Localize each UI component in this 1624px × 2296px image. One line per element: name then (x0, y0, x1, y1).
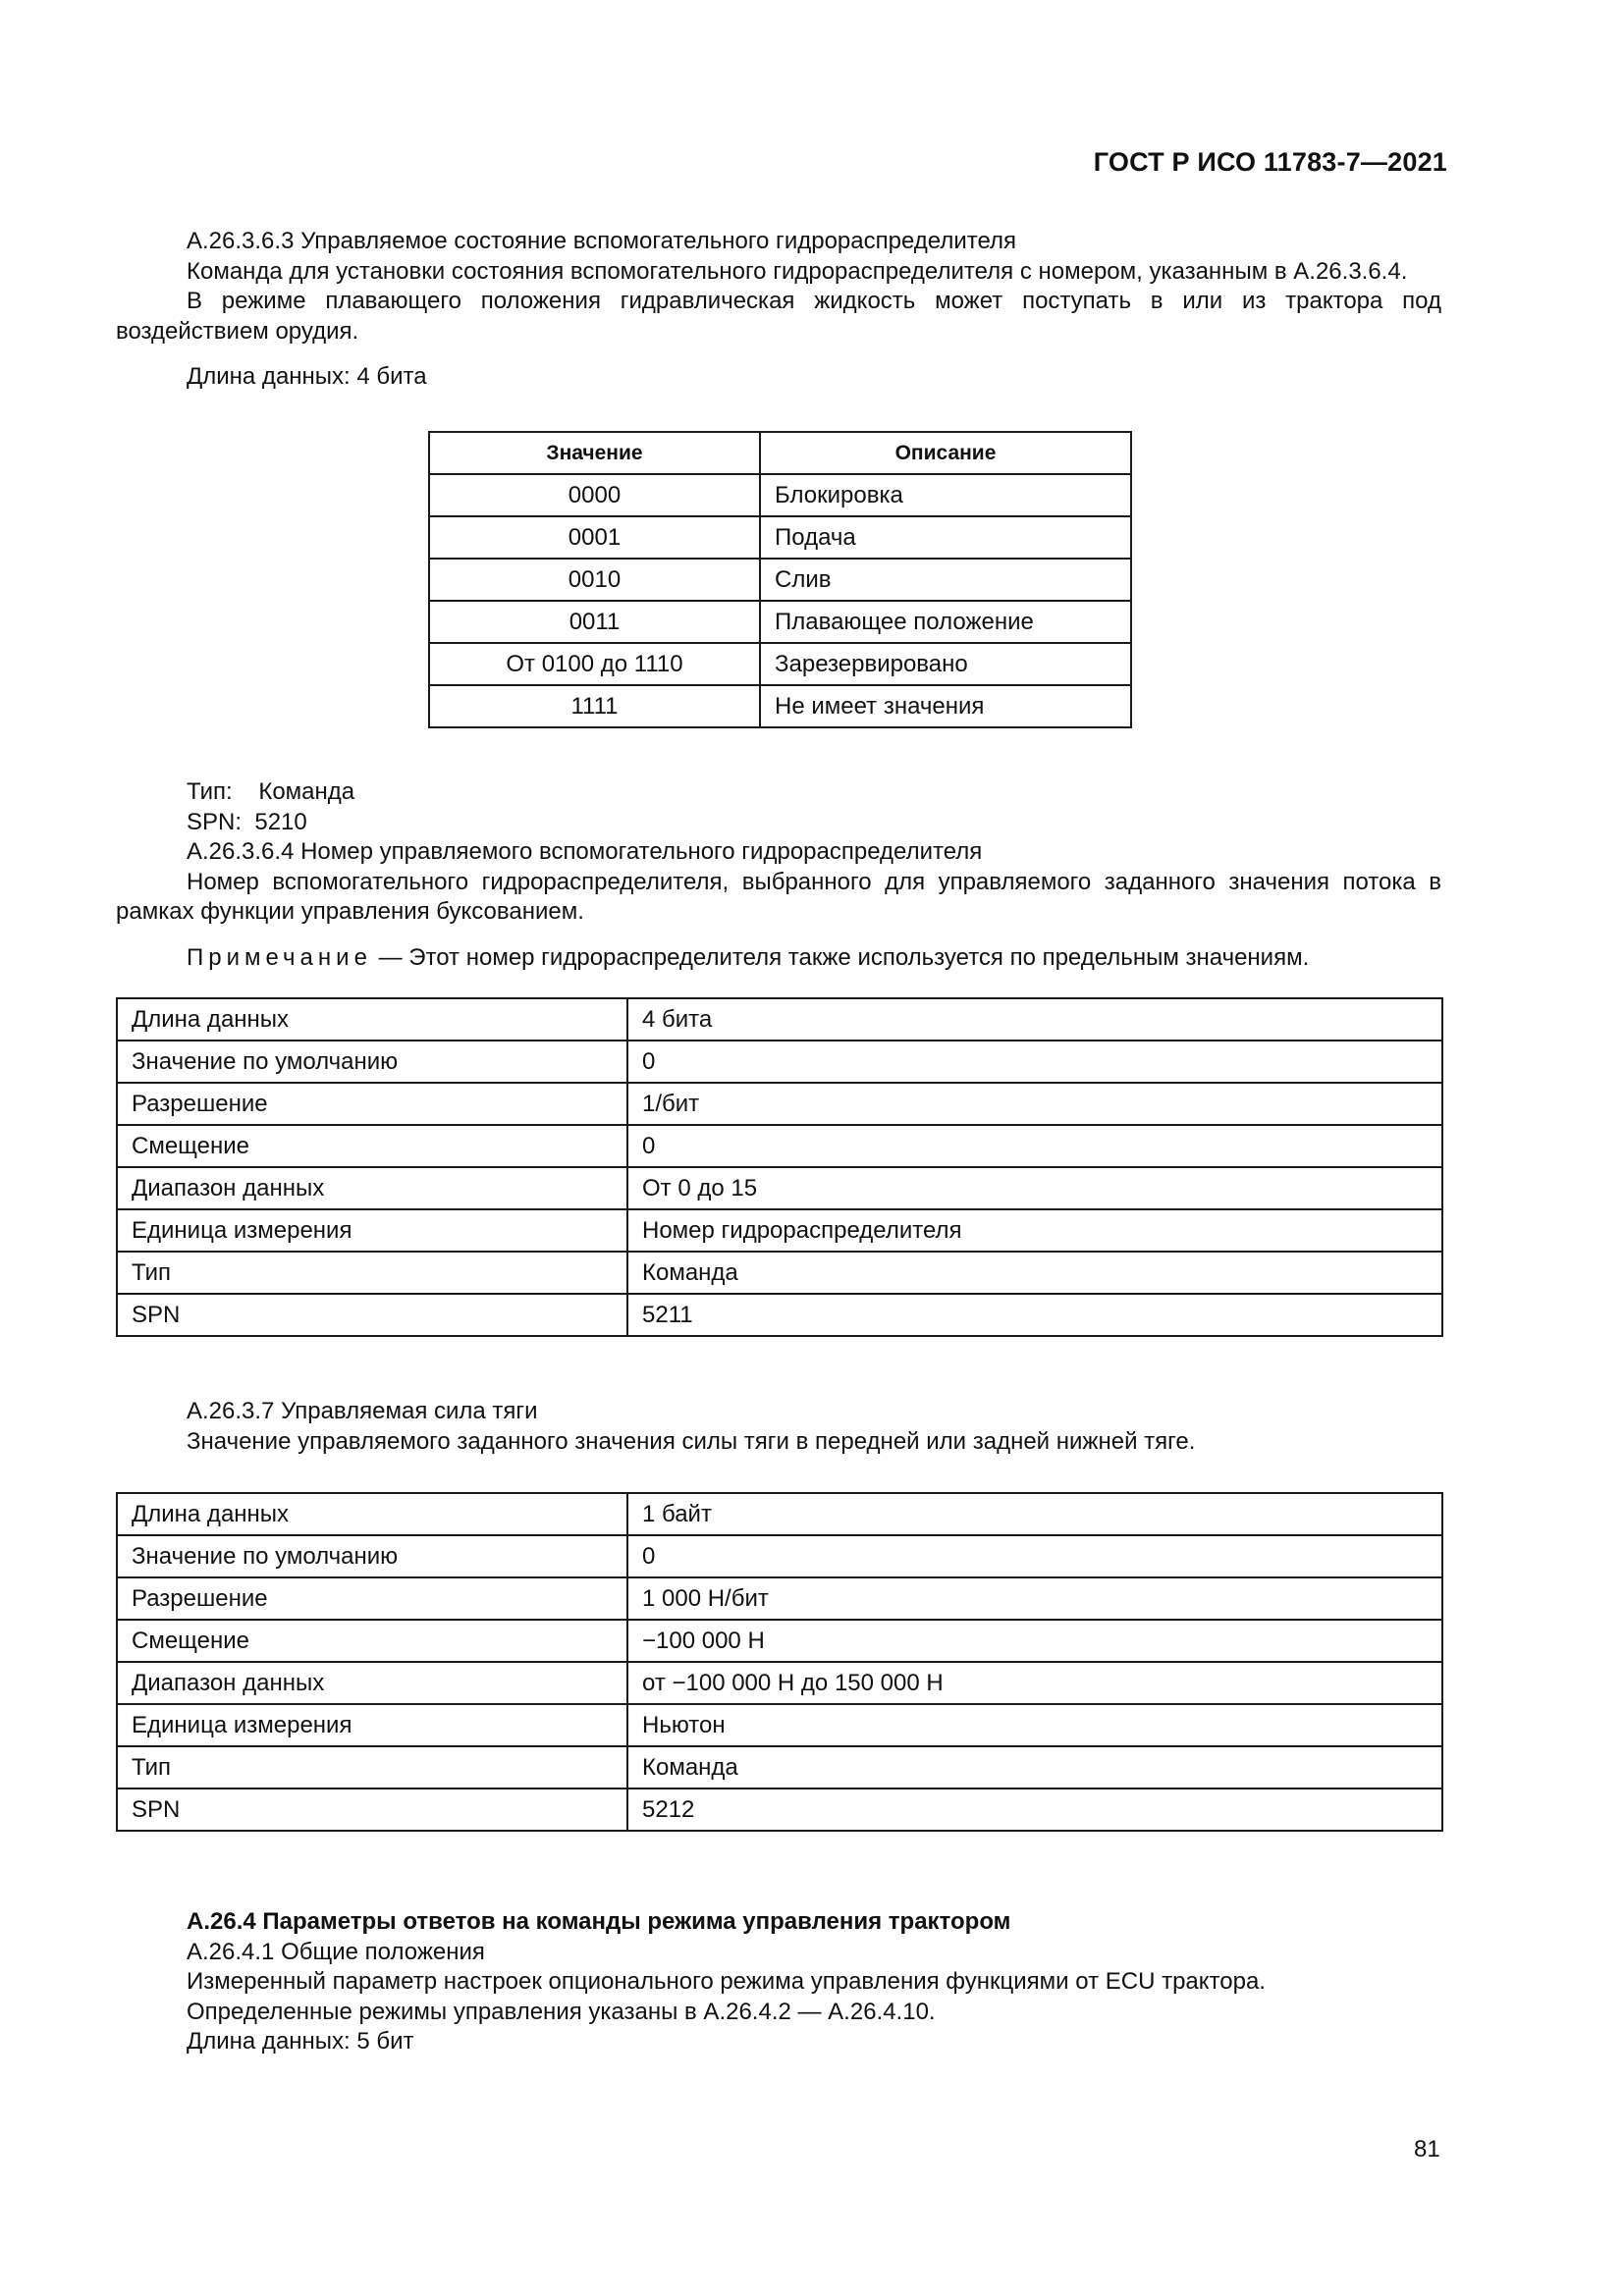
note (116, 943, 1441, 974)
table-cell: Значение по умолчанию (117, 1535, 627, 1577)
parameter-table-5212 (116, 1492, 1443, 1832)
table-row (429, 516, 1131, 559)
table-header-cell: Описание (760, 432, 1131, 474)
section-a2637 (116, 1397, 1441, 1457)
table-cell: Смещение (117, 1125, 627, 1167)
table-cell: Команда (627, 1746, 1442, 1789)
section-a26363 (116, 227, 1441, 393)
paragraph: Значение управляемого заданного значения силы тяги в передней или задней нижней тяге. (187, 1427, 1196, 1455)
table-cell: 0011 (429, 601, 760, 643)
table-cell: 0010 (429, 559, 760, 601)
section-title: А.26.4.1 Общие положения (187, 1938, 485, 1965)
table-row (117, 1041, 1442, 1083)
table-cell: Не имеет значения (760, 685, 1131, 727)
table-row (117, 1577, 1442, 1620)
table-row (117, 1083, 1442, 1125)
section-a264 (116, 1907, 1441, 2057)
type-line: Тип: Команда (187, 778, 355, 805)
table-cell: Плавающее положение (760, 601, 1131, 643)
note-text: — Этот номер гидрораспределителя также используется по предельным значениям. (371, 943, 1310, 971)
paragraph: Определенные режимы управления указаны в А.26.4.2 — А.26.4.10. (187, 1998, 936, 2025)
table-cell: 1111 (429, 685, 760, 727)
table-cell: Тип (117, 1746, 627, 1789)
paragraph: Команда для установки состояния вспомогательного гидрораспределителя с номером, указанным в А.26.3.6.4. (187, 257, 1408, 285)
table-cell: Команда (627, 1252, 1442, 1294)
table-row (429, 643, 1131, 685)
table-cell: Смещение (117, 1620, 627, 1662)
table-row (117, 1294, 1442, 1336)
table-cell: SPN (117, 1294, 627, 1336)
table-cell: Слив (760, 559, 1131, 601)
table-cell: 1 000 Н/бит (627, 1577, 1442, 1620)
table-cell: Длина данных (117, 998, 627, 1041)
table-cell: 5212 (627, 1789, 1442, 1831)
table-cell: от −100 000 Н до 150 000 Н (627, 1662, 1442, 1704)
table-row (117, 1252, 1442, 1294)
table-cell: −100 000 Н (627, 1620, 1442, 1662)
table-cell: Ньютон (627, 1704, 1442, 1746)
table-cell: 1 байт (627, 1493, 1442, 1535)
paragraph: В режиме плавающего положения гидравлическая жидкость может поступать в или из трактора под воздействием орудия. (116, 288, 1441, 345)
table-cell: Разрешение (117, 1577, 627, 1620)
table-row (117, 1746, 1442, 1789)
table-cell: Диапазон данных (117, 1662, 627, 1704)
table-cell: Тип (117, 1252, 627, 1294)
note-label: Примечание (187, 943, 372, 971)
table-cell: Единица измерения (117, 1209, 627, 1252)
section-title: А.26.3.6.3 Управляемое состояние вспомогательного гидрораспределителя (187, 228, 1017, 254)
section-title: А.26.3.6.4 Номер управляемого вспомогательного гидрораспределителя (187, 838, 983, 865)
table-row (117, 1620, 1442, 1662)
table-row (117, 1535, 1442, 1577)
parameter-table-5211 (116, 997, 1443, 1337)
spn-line: SPN: 5210 (187, 808, 307, 835)
table-cell: 1/бит (627, 1083, 1442, 1125)
table-header-cell: Значение (429, 432, 760, 474)
table-row (117, 1789, 1442, 1831)
table-row (117, 1704, 1442, 1746)
paragraph: Номер вспомогательного гидрораспределителя, выбранного для управляемого заданного значения потока в рамках функции управления буксованием. (116, 868, 1441, 925)
table-cell: Зарезервировано (760, 643, 1131, 685)
table-cell: От 0100 до 1110 (429, 643, 760, 685)
table-row (429, 559, 1131, 601)
page-number: 81 (1414, 2136, 1440, 2163)
table-row (117, 1125, 1442, 1167)
table-cell: 4 бита (627, 998, 1442, 1041)
table-cell: Диапазон данных (117, 1167, 627, 1209)
section-title: А.26.3.7 Управляемая сила тяги (187, 1398, 538, 1424)
table-row (429, 685, 1131, 727)
table-row (117, 1209, 1442, 1252)
table-cell: 0 (627, 1041, 1442, 1083)
paragraph: Измеренный параметр настроек опционального режима управления функциями от ECU трактора. (187, 1968, 1266, 1995)
table-cell: Подача (760, 516, 1131, 559)
table-cell: Единица измерения (117, 1704, 627, 1746)
table-row (429, 601, 1131, 643)
data-length: Длина данных: 4 бита (187, 363, 427, 390)
section-heading: А.26.4 Параметры ответов на команды режима управления трактором (187, 1908, 1011, 1935)
table-row (429, 474, 1131, 516)
value-description-table (428, 431, 1132, 728)
table-cell: Разрешение (117, 1083, 627, 1125)
table-cell: 5211 (627, 1294, 1442, 1336)
table-cell: От 0 до 15 (627, 1167, 1442, 1209)
table-cell: 0000 (429, 474, 760, 516)
table-row (117, 998, 1442, 1041)
table-row (117, 1167, 1442, 1209)
table-cell: 0 (627, 1125, 1442, 1167)
table-cell: Длина данных (117, 1493, 627, 1535)
table-cell: Блокировка (760, 474, 1131, 516)
table-row (117, 1662, 1442, 1704)
table-cell: 0001 (429, 516, 760, 559)
table-cell: Номер гидрораспределителя (627, 1209, 1442, 1252)
table-cell: 0 (627, 1535, 1442, 1577)
section-a26364 (116, 777, 1441, 973)
table-header-row (429, 432, 1131, 474)
document-header: ГОСТ Р ИСО 11783-7—2021 (1093, 147, 1447, 177)
table-cell: Значение по умолчанию (117, 1041, 627, 1083)
table-row (117, 1493, 1442, 1535)
data-length: Длина данных: 5 бит (187, 2028, 414, 2055)
table-cell: SPN (117, 1789, 627, 1831)
